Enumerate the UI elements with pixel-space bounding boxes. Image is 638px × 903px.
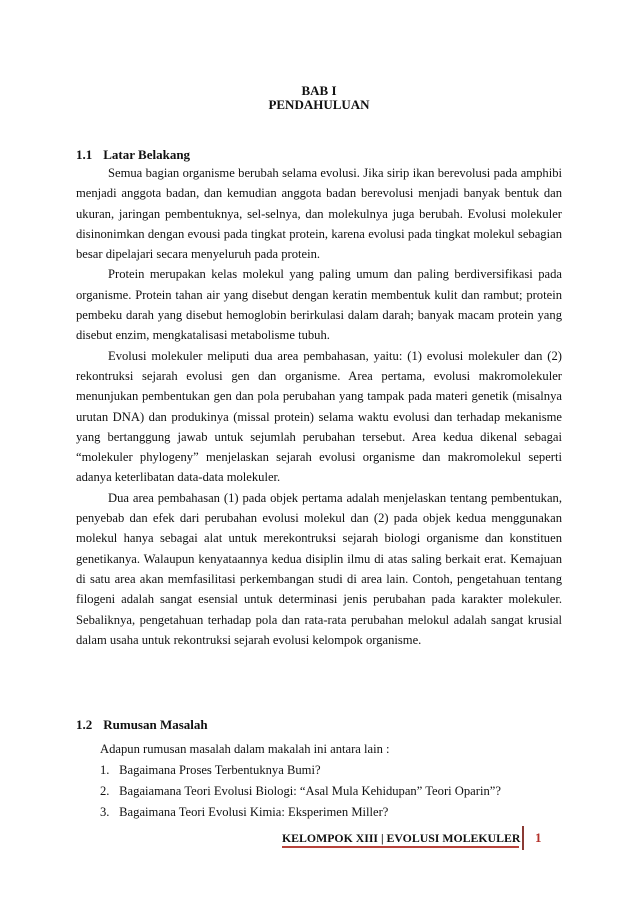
question-list (100, 760, 501, 823)
chapter-label: BAB I (301, 83, 337, 98)
section-heading-rumusan-masalah (76, 717, 208, 733)
list-item (100, 802, 501, 823)
list-item-text: Bagaimana Proses Terbentuknya Bumi? (119, 763, 321, 777)
page-footer (282, 826, 566, 850)
footer-divider (522, 826, 524, 850)
paragraph: Protein merupakan kelas molekul yang paling umum dan paling berdiversifikasi pada organisme. Protein tahan air yang disebut dengan keratin membentuk kulit dan rambut; protein pembeku darah yang disebut hemoglobin berirkulasi dalam darah; banyak macam protein yang disebut enzim, mengkatalisasi metabolisme tubuh. (76, 267, 562, 343)
list-item-text: Bagaiamana Teori Evolusi Biologi: “Asal Mula Kehidupan” Teori Oparin”? (119, 784, 501, 798)
list-item-text: Bagaimana Teori Evolusi Kimia: Eksperimen Miller? (119, 805, 389, 819)
footer-title: KELOMPOK XIII | EVOLUSI MOLEKULER (282, 831, 521, 845)
section-intro: Adapun rumusan masalah dalam makalah ini antara lain : (100, 742, 390, 756)
section-number: 1.2 (76, 717, 93, 732)
footer-underline (282, 846, 519, 848)
list-item (100, 781, 501, 802)
page-number: 1 (535, 830, 542, 845)
list-item-number: 2. (100, 784, 110, 798)
paragraph: Dua area pembahasan (1) pada objek pertama adalah menjelaskan tentang pembentukan, penyebab dan efek dari perubahan evolusi molekul dan (2) pada objek kedua menggunakan molekul hanya sebagai alat untuk merekontruksi sejarah biologi organisme dan konstituen genetikanya. Walaupun kenyataannya kedua disiplin ilmu di atas saling berkait erat. Kemajuan di satu area akan memfasilitasi perkembangan studi di area lain. Contoh, pengetahuan tentang filogeni adalah sangat esensial untuk determinasi jenis perubahan pada karakter molekuler. Sebaliknya, pengetahuan terhadap pola dan rata-rata perubahan melokul adalah sangat krusial dalam usaha untuk rekontruksi sejarah evolusi kelompok organisme. (76, 490, 562, 647)
paragraph: Evolusi molekuler meliputi dua area pembahasan, yaitu: (1) evolusi molekuler dan (2) rekontruksi sejarah evolusi gen dan organisme. Area pertama, evolusi makromolekuler menunjukan pembentukan gen dan pola perubahan yang tampak pada materi genetik (misalnya urutan DNA) dan produkinya (missal protein) selama waktu evolusi dan terhadap mekanisme yang bertanggung jawab untuk sejumlah perubahan tersebut. Area kedua dikenal sebagai “molekuler phylogeny” menjelaskan sejarah evolusi organisme dan makromolekul seperti adanya keterlibatan data-data molekuler. (76, 348, 562, 485)
list-item-number: 3. (100, 805, 110, 819)
section-body-latar-belakang (76, 163, 562, 650)
section-title: Latar Belakang (103, 147, 191, 162)
section-title: Rumusan Masalah (103, 717, 208, 732)
list-item-number: 1. (100, 763, 110, 777)
paragraph: Semua bagian organisme berubah selama evolusi. Jika sirip ikan berevolusi pada amphibi menjadi anggota badan, dan kemudian anggota badan berevolusi menjadi banyak bentuk dan ukuran, jaringan pembentuknya, sel-selnya, dan molekulnya juga berubah. Evolusi molekuler disinonimkan dengan evousi pada tingkat protein, karena evolusi pada tingkat molekul sebagian besar dipelajari secara menyeluruh pada protein. (76, 166, 562, 262)
chapter-title: PENDAHULUAN (268, 97, 370, 112)
section-heading-latar-belakang (76, 147, 190, 163)
list-item (100, 760, 501, 781)
section-number: 1.1 (76, 147, 93, 162)
